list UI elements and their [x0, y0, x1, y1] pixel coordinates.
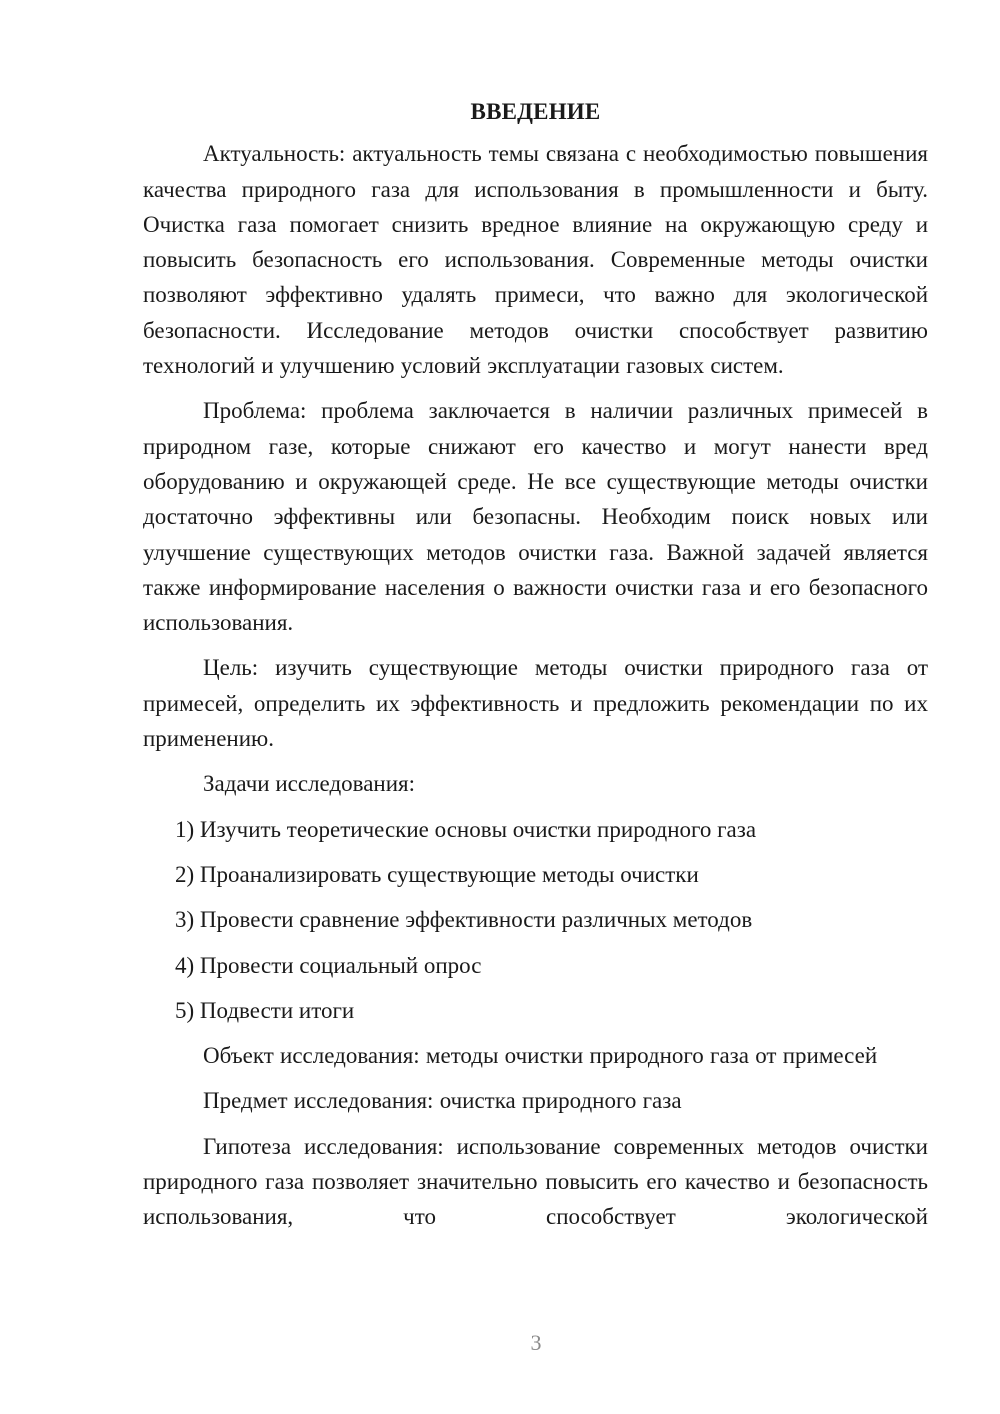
page-number: 3 — [530, 1330, 542, 1355]
list-item: 2) Проанализировать существующие методы очистки — [175, 861, 699, 887]
paragraph-problem: Проблема: проблема заключается в наличии различных примесей в природном газе, которые снижают его качество и могут нанести вред оборудованию и окружающей среде. Не все существующие методы очистки достаточно эффективны или безопасны. Необходим поиск новых или улучшение существующих методов очистки газа. Важной задачей является также информирование населения о важности очистки газа и его безопасного использования. — [143, 398, 928, 636]
task-list — [143, 812, 928, 1028]
tasks-title: Задачи исследования: — [203, 771, 416, 797]
page-heading: ВВЕДЕНИЕ — [470, 99, 601, 124]
page-content — [143, 94, 928, 1245]
list-item: 1) Изучить теоретические основы очистки природного газа — [175, 816, 757, 842]
list-item: 5) Подвести итоги — [175, 997, 355, 1023]
paragraph-subject: Предмет исследования: очистка природного газа — [203, 1088, 682, 1114]
list-item: 3) Провести сравнение эффективности различных методов — [175, 907, 753, 933]
paragraph-object: Объект исследования: методы очистки природного газа от примесей — [203, 1043, 878, 1069]
paragraph-goal: Цель: изучить существующие методы очистки природного газа от примесей, определить их эффективность и предложить рекомендации по их применению. — [143, 655, 928, 752]
paragraph-relevance: Актуальность: актуальность темы связана с необходимостью повышения качества природного газа для использования в промышленности и быту. Очистка газа помогает снизить вредное влияние на окружающую среду и повысить безопасность его использования. Современные методы очистки позволяют эффективно удалять примеси, что важно для экологической безопасности. Исследование методов очистки способствует развитию технологий и улучшению условий эксплуатации газовых систем. — [143, 141, 928, 379]
paragraph-hypothesis: Гипотеза исследования: использование современных методов очистки природного газа позволяет значительно повысить его качество и безопасность использования, что способствует экологической — [143, 1133, 928, 1230]
list-item: 4) Провести социальный опрос — [175, 952, 482, 978]
